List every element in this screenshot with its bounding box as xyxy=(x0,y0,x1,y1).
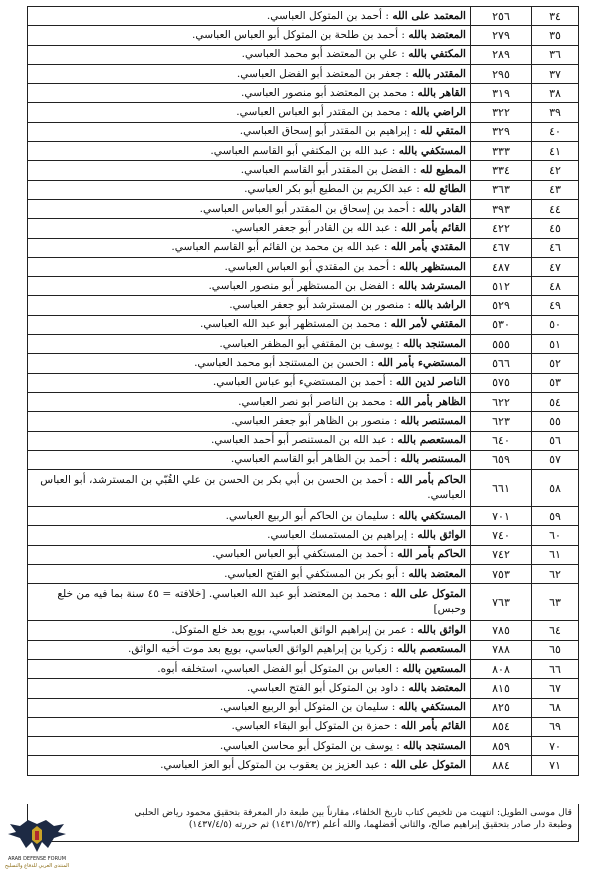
table-row xyxy=(28,756,579,775)
eagle-icon xyxy=(2,818,72,856)
caliph-title: المكتفي بالله xyxy=(408,48,466,61)
caliph-description-cell xyxy=(28,335,471,354)
caliph-number-cell: ٥٩ xyxy=(532,507,579,526)
caliph-number-cell: ٧٠ xyxy=(532,737,579,756)
caliph-description-cell xyxy=(28,737,471,756)
table-row xyxy=(28,84,579,103)
accession-year-cell: ٢٨٩ xyxy=(471,45,532,64)
table-row xyxy=(28,103,579,122)
caliph-name-text: : أحمد بن الحسن بن أبي بكر بن الحسن بن علي القُبّي بن المسترشد، أبو العباس العباسي. xyxy=(40,474,466,502)
table-row xyxy=(28,584,579,621)
table-row xyxy=(28,737,579,756)
table-row xyxy=(28,621,579,640)
caliph-title: الناصر لدين الله xyxy=(396,376,466,389)
accession-year-cell: ٣٩٣ xyxy=(471,199,532,218)
table-row xyxy=(28,315,579,334)
accession-year-cell: ٤٦٧ xyxy=(471,238,532,257)
caliph-name-text: : أحمد بن إسحاق بن المقتدر أبو العباس العباسي. xyxy=(199,202,420,215)
accession-year-cell: ٦٢٢ xyxy=(471,392,532,411)
caliph-name-text: : العباس بن المتوكل أبو الفضل العباسي، استخلفه أبوه. xyxy=(157,662,403,675)
caliph-title: المستكفي بالله xyxy=(398,509,466,522)
caliph-name-text: : يوسف بن المقتفي أبو المظفر العباسي. xyxy=(219,337,404,350)
caliph-number-cell: ٣٦ xyxy=(532,45,579,64)
caliph-name-text: : حمزة بن المتوكل أبو البقاء العباسي. xyxy=(231,720,401,733)
caliph-name-text: : علي بن المعتضد أبو محمد العباسي. xyxy=(241,48,409,61)
caliph-title: الراشد بالله xyxy=(414,299,466,312)
caliph-name-text: : محمد بن الناصر أبو نصر العباسي. xyxy=(238,395,397,408)
caliph-number-cell: ٤٦ xyxy=(532,238,579,257)
caliph-name-text: : منصور بن المسترشد أبو جعفر العباسي. xyxy=(229,299,415,312)
accession-year-cell: ٥٧٥ xyxy=(471,373,532,392)
caliph-name-text: : أحمد بن المقتدي أبو العباس العباسي. xyxy=(224,260,400,273)
caliph-number-cell: ٤٤ xyxy=(532,199,579,218)
caliph-name-text: : داود بن المتوكل أبو الفتح العباسي. xyxy=(246,681,409,694)
caliph-title: القاهر بالله xyxy=(417,86,466,99)
caliph-name-text: : عبد الله بن القادر أبو جعفر العباسي. xyxy=(231,221,401,234)
caliph-description-cell xyxy=(28,257,471,276)
accession-year-cell: ٣٢٢ xyxy=(471,103,532,122)
accession-year-cell: ٥٦٦ xyxy=(471,354,532,373)
caliph-description-cell xyxy=(28,565,471,584)
caliph-description-cell xyxy=(28,238,471,257)
caliph-number-cell: ٣٩ xyxy=(532,103,579,122)
accession-year-cell: ٧٤٠ xyxy=(471,526,532,545)
accession-year-cell: ٧٠١ xyxy=(471,507,532,526)
caliph-name-text: : عمر بن إبراهيم الواثق العباسي، بويع بعد خلع المتوكل. xyxy=(171,623,418,636)
accession-year-cell: ٣٣٤ xyxy=(471,161,532,180)
caliph-number-cell: ٤٢ xyxy=(532,161,579,180)
table-row xyxy=(28,277,579,296)
accession-year-cell: ٨١٥ xyxy=(471,679,532,698)
caliph-number-cell: ٤٩ xyxy=(532,296,579,315)
table-row xyxy=(28,431,579,450)
table-row xyxy=(28,450,579,469)
table-row xyxy=(28,507,579,526)
table-row xyxy=(28,717,579,736)
caliph-title: الظاهر بأمر الله xyxy=(396,395,466,408)
table-row xyxy=(28,64,579,83)
caliph-number-cell: ٣٥ xyxy=(532,26,579,45)
caliphs-table xyxy=(27,6,579,776)
caliph-number-cell: ٣٨ xyxy=(532,84,579,103)
accession-year-cell: ٨٨٤ xyxy=(471,756,532,775)
accession-year-cell: ٦٥٩ xyxy=(471,450,532,469)
footnote-line-2: وطبعة دار صادر بتحقيق إبراهيم صالح، والثاني أفضلهما، والله أعلم (١٤٣١/٥/٢٣) ثم حررته (١٤٣٧/٤/٥) xyxy=(188,819,572,830)
caliphs-table-container xyxy=(27,6,579,776)
caliph-description-cell xyxy=(28,717,471,736)
caliph-number-cell: ٤٠ xyxy=(532,122,579,141)
caliph-number-cell: ٦٥ xyxy=(532,640,579,659)
accession-year-cell: ٥٢٩ xyxy=(471,296,532,315)
caliph-title: المستكفي بالله xyxy=(398,144,466,157)
caliph-description-cell xyxy=(28,584,471,621)
table-row xyxy=(28,470,579,507)
caliph-number-cell: ٦٢ xyxy=(532,565,579,584)
caliph-title: الراضي بالله xyxy=(410,106,466,119)
table-row xyxy=(28,296,579,315)
caliph-title: القائم بأمر الله xyxy=(400,221,466,234)
caliph-name-text: : أحمد بن الظاهر أبو القاسم العباسي. xyxy=(230,453,401,466)
caliph-number-cell: ٤٥ xyxy=(532,219,579,238)
accession-year-cell: ٨٠٨ xyxy=(471,659,532,678)
caliph-description-cell xyxy=(28,84,471,103)
accession-year-cell: ٦٢٣ xyxy=(471,412,532,431)
caliph-title: المعتضد بالله xyxy=(408,28,466,41)
caliph-number-cell: ٦٨ xyxy=(532,698,579,717)
caliph-name-text: : يوسف بن المتوكل أبو محاسن العباسي. xyxy=(219,739,404,752)
watermark-text-english: ARAB DEFENSE FORUM xyxy=(7,856,67,862)
table-row xyxy=(28,26,579,45)
caliph-title: الواثق بالله xyxy=(417,529,466,542)
caliph-title: المقتدر بالله xyxy=(412,67,466,80)
caliph-title: المتقي لله xyxy=(420,125,466,138)
table-row xyxy=(28,373,579,392)
caliph-name-text: : محمد بن المعتضد أبو عبد الله العباسي. [خلافته = ٤٥ سنة بما فيه من خلع وحبس] xyxy=(57,588,466,616)
table-row xyxy=(28,526,579,545)
table-row xyxy=(28,659,579,678)
caliph-description-cell xyxy=(28,640,471,659)
table-row xyxy=(28,122,579,141)
caliph-name-text: : أحمد بن المتوكل العباسي. xyxy=(266,9,393,22)
caliph-description-cell xyxy=(28,526,471,545)
caliph-number-cell: ٦٧ xyxy=(532,679,579,698)
caliph-name-text: : عبد الله بن المكتفي أبو القاسم العباسي. xyxy=(210,144,399,157)
caliph-name-text: : زكريا بن إبراهيم الواثق العباسي، بويع بعد موت أخيه الواثق. xyxy=(128,643,398,656)
caliph-name-text: : عبد الله بن محمد بن القائم أبو القاسم العباسي. xyxy=(171,241,391,254)
caliph-title: المعتضد بالله xyxy=(408,681,466,694)
caliph-title: الطائع لله xyxy=(423,183,466,196)
caliph-number-cell: ٦٠ xyxy=(532,526,579,545)
caliph-title: المتوكل على الله xyxy=(390,759,466,772)
caliph-title: المستنجد بالله xyxy=(403,337,466,350)
caliph-number-cell: ٦١ xyxy=(532,545,579,564)
caliph-title: المستضيء بأمر الله xyxy=(377,356,466,369)
caliph-name-text: : محمد بن المعتضد أبو منصور العباسي. xyxy=(241,86,418,99)
caliph-number-cell: ٤٣ xyxy=(532,180,579,199)
accession-year-cell: ٦٤٠ xyxy=(471,431,532,450)
accession-year-cell: ٢٧٩ xyxy=(471,26,532,45)
table-row xyxy=(28,545,579,564)
accession-year-cell: ٢٥٦ xyxy=(471,7,532,26)
caliph-title: المعتضد بالله xyxy=(408,567,466,580)
table-row xyxy=(28,161,579,180)
caliph-number-cell: ٦٣ xyxy=(532,584,579,621)
caliph-description-cell xyxy=(28,315,471,334)
caliph-title: المتوكل على الله xyxy=(390,588,466,601)
accession-year-cell: ٣١٩ xyxy=(471,84,532,103)
caliph-description-cell xyxy=(28,26,471,45)
caliph-name-text: : سليمان بن المتوكل أبو الربيع العباسي. xyxy=(219,701,399,714)
accession-year-cell: ٧٨٥ xyxy=(471,621,532,640)
footnote xyxy=(27,804,579,842)
table-row xyxy=(28,698,579,717)
caliph-description-cell xyxy=(28,373,471,392)
caliph-name-text: : إبراهيم بن المقتدر أبو إسحاق العباسي. xyxy=(239,125,421,138)
accession-year-cell: ٥١٢ xyxy=(471,277,532,296)
caliph-name-text: : محمد بن المقتدر أبو العباس العباسي. xyxy=(236,106,411,119)
table-row xyxy=(28,142,579,161)
caliph-number-cell: ٥٤ xyxy=(532,392,579,411)
caliph-description-cell xyxy=(28,64,471,83)
caliph-number-cell: ٦٦ xyxy=(532,659,579,678)
accession-year-cell: ٧٥٣ xyxy=(471,565,532,584)
caliph-description-cell xyxy=(28,354,471,373)
caliph-title: المقتفي لأمر الله xyxy=(390,318,466,331)
accession-year-cell: ٤٢٢ xyxy=(471,219,532,238)
table-row xyxy=(28,219,579,238)
caliph-description-cell xyxy=(28,431,471,450)
caliph-description-cell xyxy=(28,621,471,640)
caliph-title: الواثق بالله xyxy=(417,623,466,636)
caliph-name-text: : الفضل بن المقتدر أبو القاسم العباسي. xyxy=(240,164,421,177)
caliph-number-cell: ٥٨ xyxy=(532,470,579,507)
table-row xyxy=(28,45,579,64)
caliph-number-cell: ٤٧ xyxy=(532,257,579,276)
caliph-description-cell xyxy=(28,296,471,315)
caliph-name-text: : إبراهيم بن المستمسك العباسي. xyxy=(267,529,418,542)
caliph-name-text: : جعفر بن المعتضد أبو الفضل العباسي. xyxy=(236,67,413,80)
caliph-title: القادر بالله xyxy=(419,202,466,215)
caliph-title: الحاكم بأمر الله xyxy=(397,474,466,487)
accession-year-cell: ٥٥٥ xyxy=(471,335,532,354)
table-row xyxy=(28,354,579,373)
caliph-description-cell xyxy=(28,45,471,64)
accession-year-cell: ٣٦٣ xyxy=(471,180,532,199)
caliph-name-text: : الفضل بن المستظهر أبو منصور العباسي. xyxy=(208,279,399,292)
accession-year-cell: ٨٥٤ xyxy=(471,717,532,736)
caliph-title: المستنصر بالله xyxy=(400,453,466,466)
caliph-description-cell xyxy=(28,161,471,180)
accession-year-cell: ٧٨٨ xyxy=(471,640,532,659)
table-row xyxy=(28,257,579,276)
caliph-number-cell: ٣٧ xyxy=(532,64,579,83)
accession-year-cell: ٧٤٢ xyxy=(471,545,532,564)
table-row xyxy=(28,640,579,659)
caliph-name-text: : عبد الله بن المستنصر أبو أحمد العباسي. xyxy=(210,434,398,447)
table-row xyxy=(28,412,579,431)
caliph-number-cell: ٦٤ xyxy=(532,621,579,640)
caliph-title: المقتدي بأمر الله xyxy=(390,241,466,254)
caliph-title: المطيع لله xyxy=(420,164,466,177)
caliph-description-cell xyxy=(28,756,471,775)
caliph-description-cell xyxy=(28,219,471,238)
table-row xyxy=(28,180,579,199)
footnote-line-1: قال موسى الطويل: انتهيت من تلخيص كتاب تاريخ الخلفاء، مقارناً بين طبعة دار المعرفة بتحقيق محمود رياض الحلبي xyxy=(134,807,572,818)
caliph-description-cell xyxy=(28,412,471,431)
caliph-description-cell xyxy=(28,142,471,161)
table-row xyxy=(28,238,579,257)
caliph-number-cell: ٥٧ xyxy=(532,450,579,469)
caliph-number-cell: ٧١ xyxy=(532,756,579,775)
caliph-description-cell xyxy=(28,392,471,411)
table-row xyxy=(28,199,579,218)
caliph-number-cell: ٥٠ xyxy=(532,315,579,334)
caliph-description-cell xyxy=(28,122,471,141)
table-row xyxy=(28,679,579,698)
caliph-number-cell: ٤٨ xyxy=(532,277,579,296)
table-row xyxy=(28,335,579,354)
table-row xyxy=(28,565,579,584)
caliph-title: المستظهر بالله xyxy=(399,260,466,273)
caliph-number-cell: ٥٦ xyxy=(532,431,579,450)
caliph-name-text: : أحمد بن المستكفي أبو العباس العباسي. xyxy=(212,548,398,561)
caliph-name-text: : منصور بن الظاهر أبو جعفر العباسي. xyxy=(231,414,401,427)
caliph-description-cell xyxy=(28,507,471,526)
accession-year-cell: ٣٢٩ xyxy=(471,122,532,141)
caliph-name-text: : عبد الكريم بن المطيع أبو بكر العباسي. xyxy=(244,183,424,196)
caliph-description-cell xyxy=(28,103,471,122)
caliph-title: المستنصر بالله xyxy=(400,414,466,427)
accession-year-cell: ٥٣٠ xyxy=(471,315,532,334)
table-row xyxy=(28,392,579,411)
caliph-title: المسترشد بالله xyxy=(398,279,466,292)
accession-year-cell: ٨٢٥ xyxy=(471,698,532,717)
caliph-description-cell xyxy=(28,698,471,717)
caliph-name-text: : أحمد بن طلحة بن المتوكل أبو العباس العباسي. xyxy=(192,28,409,41)
caliph-description-cell xyxy=(28,470,471,507)
caliph-title: الحاكم بأمر الله xyxy=(397,548,466,561)
caliph-number-cell: ٥١ xyxy=(532,335,579,354)
caliph-number-cell: ٥٥ xyxy=(532,412,579,431)
caliph-number-cell: ٦٩ xyxy=(532,717,579,736)
caliph-description-cell xyxy=(28,277,471,296)
caliph-name-text: : أحمد بن المستضيء أبو عباس العباسي. xyxy=(212,376,397,389)
caliph-name-text: : عبد العزيز بن يعقوب بن المتوكل أبو العز العباسي. xyxy=(160,759,391,772)
forum-watermark-logo xyxy=(2,818,72,870)
caliph-description-cell xyxy=(28,7,471,26)
caliph-title: المستعصم بالله xyxy=(397,434,466,447)
accession-year-cell: ٤٨٧ xyxy=(471,257,532,276)
caliph-description-cell xyxy=(28,199,471,218)
caliph-title: المستعين بالله xyxy=(402,662,466,675)
caliph-number-cell: ٥٢ xyxy=(532,354,579,373)
accession-year-cell: ٦٦١ xyxy=(471,470,532,507)
accession-year-cell: ٢٩٥ xyxy=(471,64,532,83)
caliph-description-cell xyxy=(28,545,471,564)
caliph-description-cell xyxy=(28,659,471,678)
caliph-title: المستعصم بالله xyxy=(397,643,466,656)
caliph-description-cell xyxy=(28,450,471,469)
caliphs-table-body xyxy=(28,7,579,776)
caliph-name-text: : محمد بن المستظهر أبو عبد الله العباسي. xyxy=(199,318,391,331)
caliph-title: المستكفي بالله xyxy=(398,701,466,714)
caliph-number-cell: ٣٤ xyxy=(532,7,579,26)
accession-year-cell: ٨٥٩ xyxy=(471,737,532,756)
caliph-title: المعتمد على الله xyxy=(392,9,466,22)
caliph-description-cell xyxy=(28,180,471,199)
accession-year-cell: ٣٣٣ xyxy=(471,142,532,161)
caliph-title: المستنجد بالله xyxy=(403,739,466,752)
caliph-name-text: : الحسن بن المستنجد أبو محمد العباسي. xyxy=(194,356,378,369)
table-row xyxy=(28,7,579,26)
caliph-number-cell: ٥٣ xyxy=(532,373,579,392)
caliph-name-text: : أبو بكر بن المستكفي أبو الفتح العباسي. xyxy=(224,567,409,580)
caliph-description-cell xyxy=(28,679,471,698)
caliph-title: القائم بأمر الله xyxy=(400,720,466,733)
watermark-text-arabic: المنتدى العربي للدفاع والتسليح xyxy=(4,863,70,869)
caliph-number-cell: ٤١ xyxy=(532,142,579,161)
caliph-name-text: : سليمان بن الحاكم أبو الربيع العباسي. xyxy=(225,509,399,522)
accession-year-cell: ٧٦٣ xyxy=(471,584,532,621)
